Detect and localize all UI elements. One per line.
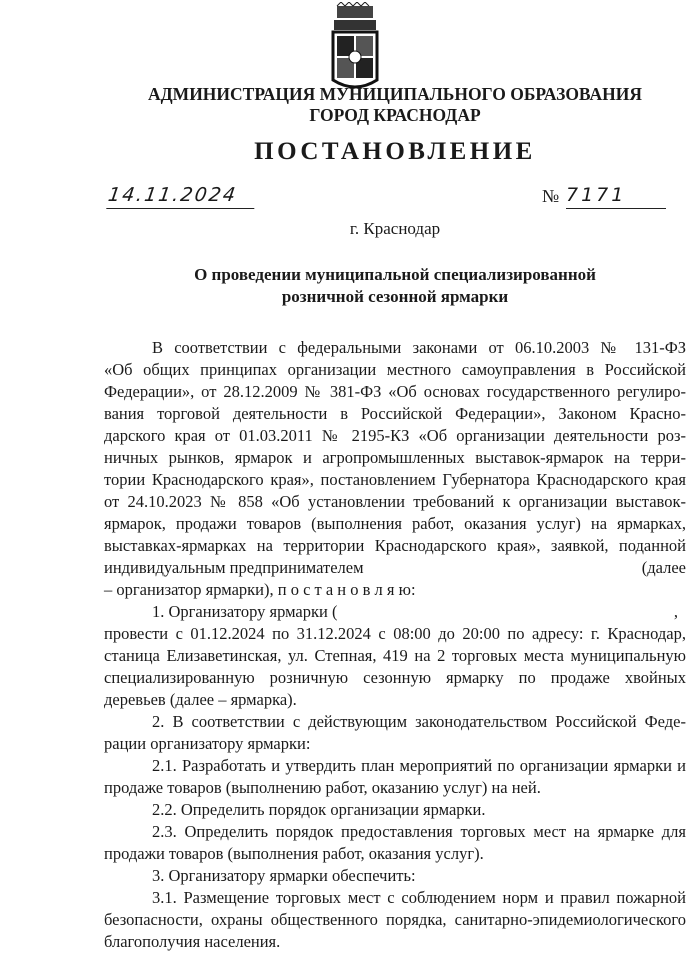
body-line: 2.2. Определить порядок организации ярмарки.: [152, 800, 486, 819]
coat-of-arms-emblem: [329, 2, 381, 94]
number-sign: №: [542, 186, 560, 206]
body-line: деревьев (далее – ярмарка).: [104, 690, 297, 709]
document-body: [104, 337, 686, 953]
body-line: «Об общих принципах организации местного самоуправления в Российской: [104, 360, 686, 379]
number-value: 7171: [566, 184, 666, 209]
org-line-1: АДМИНИСТРАЦИЯ МУНИЦИПАЛЬНОГО ОБРАЗОВАНИЯ: [148, 84, 642, 104]
body-line: вания торговой деятельности в Российской Федерации», Законом Красно-: [104, 404, 686, 423]
document-subject: [104, 264, 686, 308]
body-line: провести с 01.12.2024 по 31.12.2024 с 08:00 до 20:00 по адресу: г. Краснодар,: [104, 624, 686, 643]
document-type-title: ПОСТАНОВЛЕНИЕ: [254, 138, 536, 165]
body-line: 2. В соответствии с действующим законодательством Российской Феде-: [152, 712, 686, 731]
body-line: Федерации», от 28.12.2009 № 381-ФЗ «Об основах государственного регулиро-: [104, 382, 686, 401]
body-line: – организатор ярмарки), п о с т а н о в л я ю:: [104, 580, 416, 599]
body-line-part: индивидуальным предпринимателем: [104, 558, 364, 577]
body-line-part: (далее: [641, 558, 686, 577]
body-line: безопасности, охраны общественного порядка, санитарно-эпидемиологического: [104, 910, 686, 929]
body-line: 3. Организатору ярмарки обеспечить:: [152, 866, 416, 885]
organization-name: [104, 84, 686, 126]
subject-line-1: О проведении муниципальной специализированной: [194, 265, 596, 284]
document-number: [542, 184, 666, 208]
document-date: 14.11.2024: [106, 184, 258, 209]
body-line-part: 1. Организатору ярмарки (: [152, 602, 338, 621]
body-line: В соответствии с федеральными законами от 06.10.2003 № 131-ФЗ: [152, 338, 686, 357]
org-line-2: ГОРОД КРАСНОДАР: [309, 105, 481, 125]
city: г. Краснодар: [349, 219, 441, 238]
body-line: 2.1. Разработать и утвердить план мероприятий по организации ярмарки и: [152, 756, 686, 775]
body-line: 2.3. Определить порядок предоставления торговых мест на ярмарке для: [152, 822, 686, 841]
body-line: [104, 557, 686, 579]
body-line: станица Елизаветинская, ул. Степная, 419 на 2 торговых места муниципальную: [104, 646, 686, 665]
body-line: продажи товаров (выполнения работ, оказания услуг).: [104, 844, 484, 863]
body-line: благополучия населения.: [104, 932, 281, 951]
body-line: продаже товаров (выполнению работ, оказанию услуг) на ней.: [104, 778, 541, 797]
body-line: ярмарок, продажи товаров (выполнения работ, оказания услуг) на ярмарках,: [104, 514, 686, 533]
body-line: рации организатору ярмарки:: [104, 734, 311, 753]
body-line: 3.1. Размещение торговых мест с соблюдением норм и правил пожарной: [152, 888, 686, 907]
body-line-part: ,: [673, 602, 678, 621]
body-line: дарского края от 01.03.2011 № 2195-КЗ «Об организации деятельности роз-: [104, 426, 686, 445]
body-line: специализированную розничную сезонную ярмарку по продаже хвойных: [104, 668, 686, 687]
body-line: ничных рынков, ярмарок и агропромышленных выставок-ярмарок на терри-: [104, 448, 686, 467]
body-line: от 24.10.2023 № 858 «Об установлении требований к организации выставок-: [104, 492, 686, 511]
subject-line-2: розничной сезонной ярмарки: [281, 287, 509, 306]
body-line: тории Краснодарского края», постановлением Губернатора Краснодарского края: [104, 470, 686, 489]
body-line: [104, 601, 686, 623]
body-line: выставках-ярмарках на территории Краснодарского края», заявкой, поданной: [104, 536, 686, 555]
